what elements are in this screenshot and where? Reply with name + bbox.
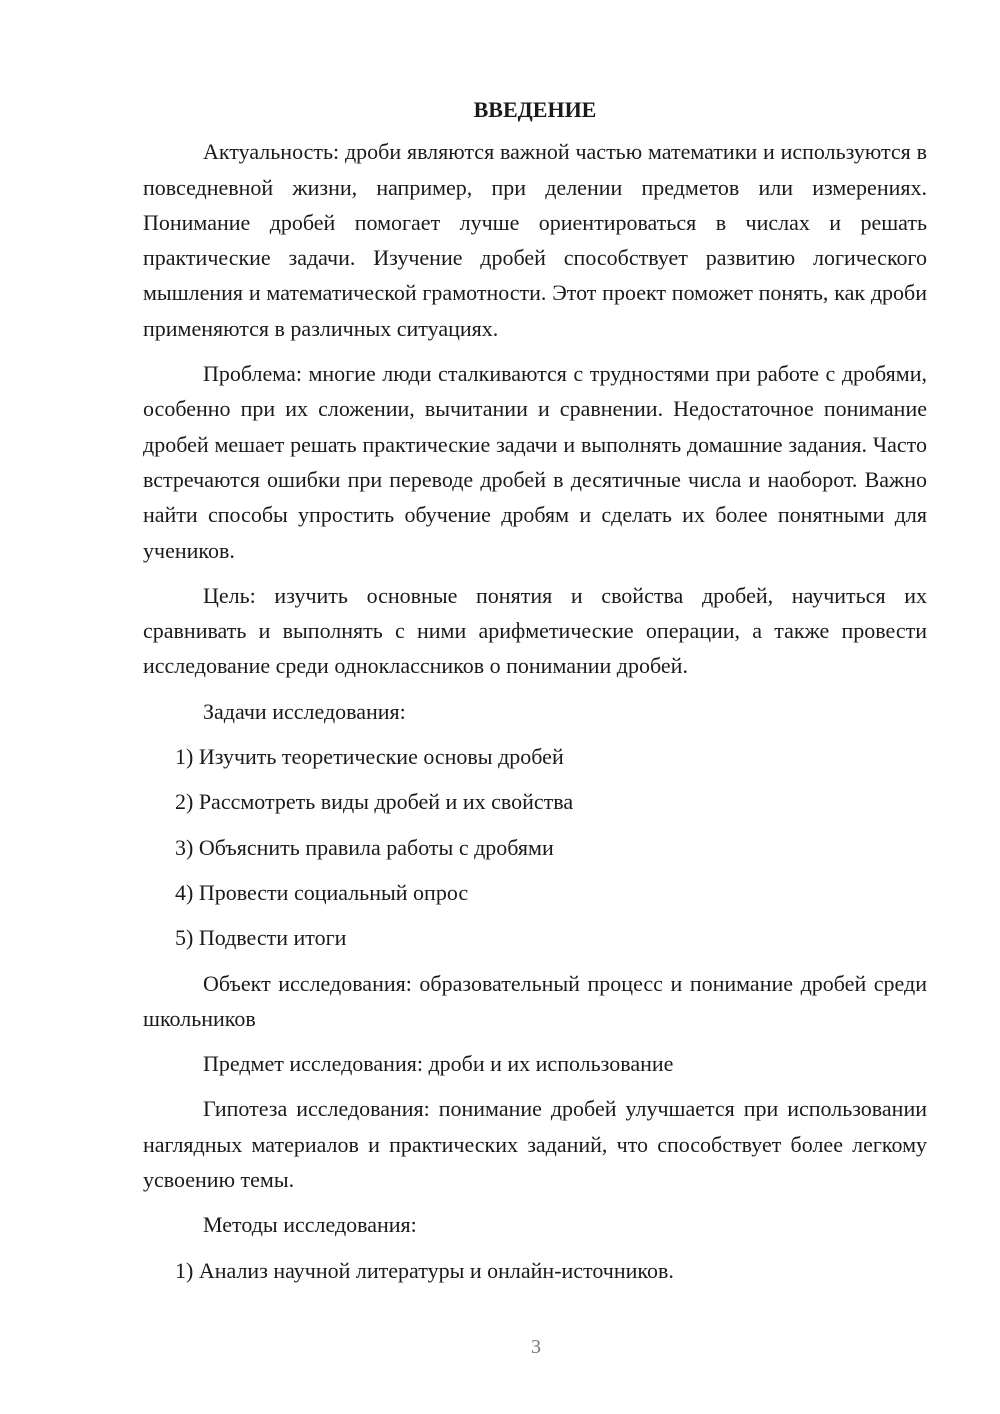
list-item: 3) Объяснить правила работы с дробями [175, 834, 554, 860]
page-title: ВВЕДЕНИЕ [473, 97, 597, 122]
list-item: 1) Изучить теоретические основы дробей [175, 744, 564, 770]
methods-heading: Методы исследования: [203, 1212, 417, 1238]
problem-paragraph: Проблема: многие люди сталкиваются с трудностями при работе с дробями, особенно при их сложении, вычитании и сравнении. Недостаточное понимание дробей мешает решать практические задачи и выполнять домашние задания. Часто встречаются ошибки при переводе дробей в десятичные числа и наоборот. Важно найти способы упростить обучение дробям и сделать их более понятными для учеников. [143, 361, 927, 563]
methods-list [143, 1253, 927, 1288]
page-number: 3 [531, 1336, 541, 1358]
object-paragraph: Объект исследования: образовательный процесс и понимание дробей среди школьников [143, 970, 927, 1031]
list-item: 5) Подвести итоги [175, 925, 347, 951]
goal-paragraph: Цель: изучить основные понятия и свойства дробей, научиться их сравнивать и выполнять с ними арифметические операции, а также провести исследование среди одноклассников о понимании дробей. [143, 582, 927, 679]
list-item: 4) Провести социальный опрос [175, 879, 469, 905]
hypothesis-paragraph: Гипотеза исследования: понимание дробей улучшается при использовании наглядных материалов и практических заданий, что способствует более легкому усвоению темы. [143, 1096, 927, 1193]
page-content [143, 92, 927, 1298]
subject-paragraph: Предмет исследования: дроби и их использование [203, 1051, 674, 1077]
relevance-paragraph: Актуальность: дроби являются важной частью математики и используются в повседневной жизни, например, при делении предметов или измерениях. Понимание дробей помогает лучше ориентироваться в числах и решать практические задачи. Изучение дробей способствует развитию логического мышления и математической грамотности. Этот проект поможет понять, как дроби применяются в различных ситуациях. [143, 139, 927, 341]
tasks-list [143, 739, 927, 955]
list-item: 1) Анализ научной литературы и онлайн-источников. [175, 1257, 674, 1283]
list-item: 2) Рассмотреть виды дробей и их свойства [175, 789, 574, 815]
tasks-heading: Задачи исследования: [203, 698, 406, 724]
